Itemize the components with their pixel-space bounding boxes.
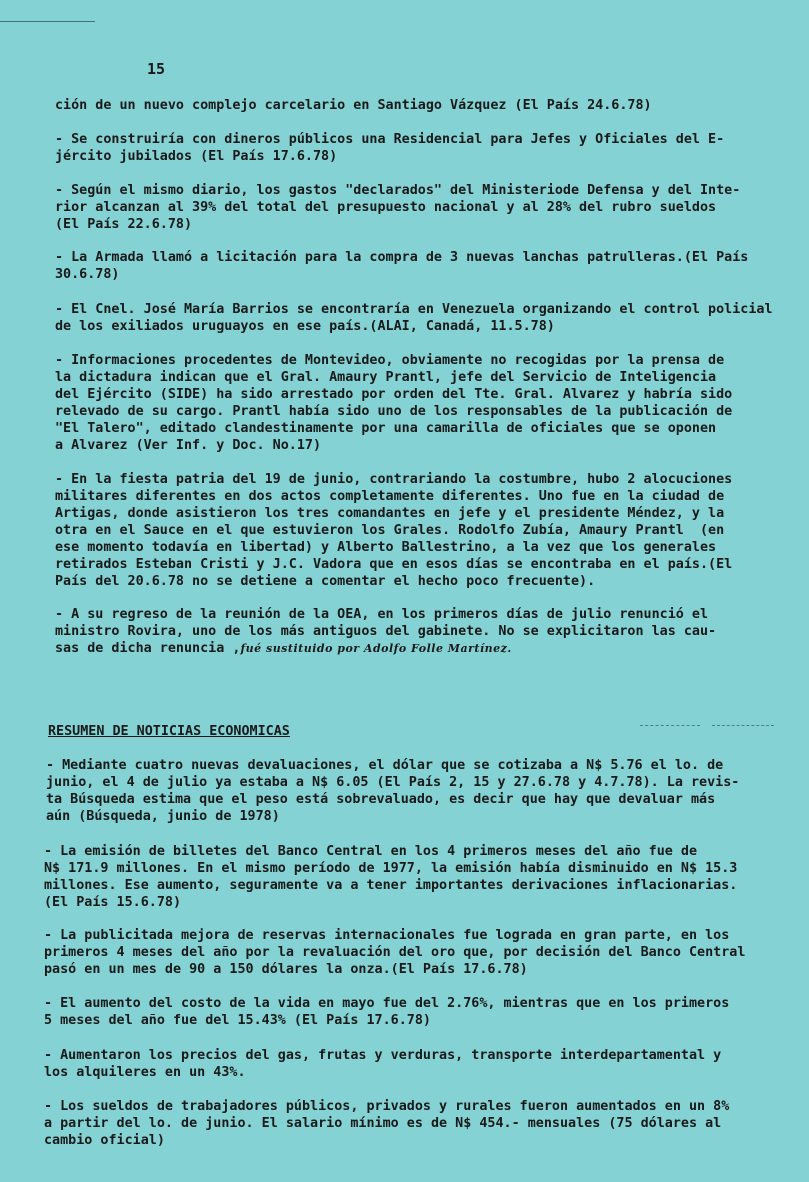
paragraph-gastos-defensa: - Según el mismo diario, los gastos "declarados" del Ministeriode Defensa y del Inte- rior alcanzan al 39% del total del presupuesto nacional y al 28% del rubro sueldos (El País 22.6.78)	[55, 183, 741, 232]
page-number: 15	[147, 60, 166, 78]
paragraph-reservas: - La publicitada mejora de reservas internacionales fue lograda en gran parte, en los primeros 4 meses del año por la revaluación del oro que, por decisión del Banco Central pasó en un mes de 90 a 150 dólares la onza.(El País 17.6.78)	[44, 928, 746, 977]
paragraph-prantl: - Informaciones procedentes de Montevideo, obviamente no recogidas por la prensa de la dictadura indican que el Gral. Amaury Prantl, jefe del Servicio de Inteligencia del Ejército (SIDE) ha sido arrestado por orden del Tte. Gral. Alvarez y habría sido relevado de su cargo. Prantl había sido uno de los responsables de la publicación de "El Talero", editado clandestinamente por una camarilla de oficiales que se oponen a Alvarez (Ver Inf. y Doc. No.17)	[55, 353, 733, 453]
paragraph-sueldos: - Los sueldos de trabajadores públicos, privados y rurales fueron aumentados en un 8% a partir del lo. de junio. El salario mínimo es de N$ 454.- mensuales (75 dólares al cambio oficial)	[44, 1099, 730, 1148]
handwritten-note: fué sustituido por Adolfo Folle Martínez.	[240, 642, 512, 655]
paragraph-residencial: - Se construiría con dineros públicos una Residencial para Jefes y Oficiales del E- jército jubilados (El País 17.6.78)	[55, 132, 725, 164]
paragraph-barrios: - El Cnel. José María Barrios se encontraría en Venezuela organizando el control policial de los exiliados uruguayos en ese país.(ALAI, Canadá, 11.5.78)	[55, 302, 773, 334]
paragraph-costo-vida: - El aumento del costo de la vida en mayo fue del 2.76%, mientras que en los primeros 5 meses del año fue del 15.43% (El País 17.6.78)	[44, 996, 730, 1028]
dashed-rule-right-2	[712, 725, 774, 726]
section-heading: RESUMEN DE NOTICIAS ECONOMICAS	[48, 724, 290, 739]
paragraph-fiesta-patria: - En la fiesta patria del 19 de junio, contrariando la costumbre, hubo 2 alocuciones militares diferentes en dos actos completamente diferentes. Uno fue en la ciudad de Artigas, donde asistieron los tres comandantes en jefe y el presidente Méndez, y la otra en el Sauce en el que estuvieron los Grales. Rodolfo Zubía, Amaury Prantl (en ese momento todavía en libertad) y Alberto Ballestrino, a la vez que los generales retirados Esteban Cristi y J.C. Vadora que en esos días se encontraba en el país.(El País del 20.6.78 no se detiene a comentar el hecho poco frecuente).	[55, 472, 733, 589]
paragraph-carcel: ción de un nuevo complejo carcelario en Santiago Vázquez (El País 24.6.78)	[55, 98, 652, 113]
dashed-rule-right-1	[640, 725, 700, 726]
paragraph-rovira: - A su regreso de la reunión de la OEA, en los primeros días de julio renunció el ministro Rovira, uno de los más antiguos del gabinete. No se explicitaron las cau- sas de dicha renuncia ,fué sustituido por Adolfo Folle Martínez.	[55, 607, 717, 656]
paragraph-emision: - La emisión de billetes del Banco Central en los 4 primeros meses del año fue de N$ 171.9 millones. En el mismo período de 1977, la emisión había disminuido en N$ 15.3 millones. Ese aumento, seguramente va a tener importantes derivaciones inflacionarias. (El País 15.6.78)	[44, 844, 738, 910]
paragraph-devaluaciones: - Mediante cuatro nuevas devaluaciones, el dólar que se cotizaba a N$ 5.76 el lo. de junio, el 4 de julio ya estaba a N$ 6.05 (El País 2, 15 y 27.6.78 y 4.7.78). La revis- ta Búsqueda estima que el peso está sobrevaluado, es decir que hay que devaluar más aún (Búsqueda, junio de 1978)	[46, 758, 740, 824]
paragraph-precios: - Aumentaron los precios del gas, frutas y verduras, transporte interdepartamental y los alquileres en un 43%.	[44, 1048, 722, 1080]
top-edge-rule	[0, 21, 95, 22]
paragraph-armada: - La Armada llamó a licitación para la compra de 3 nuevas lanchas patrulleras.(El País 30.6.78)	[55, 250, 749, 282]
